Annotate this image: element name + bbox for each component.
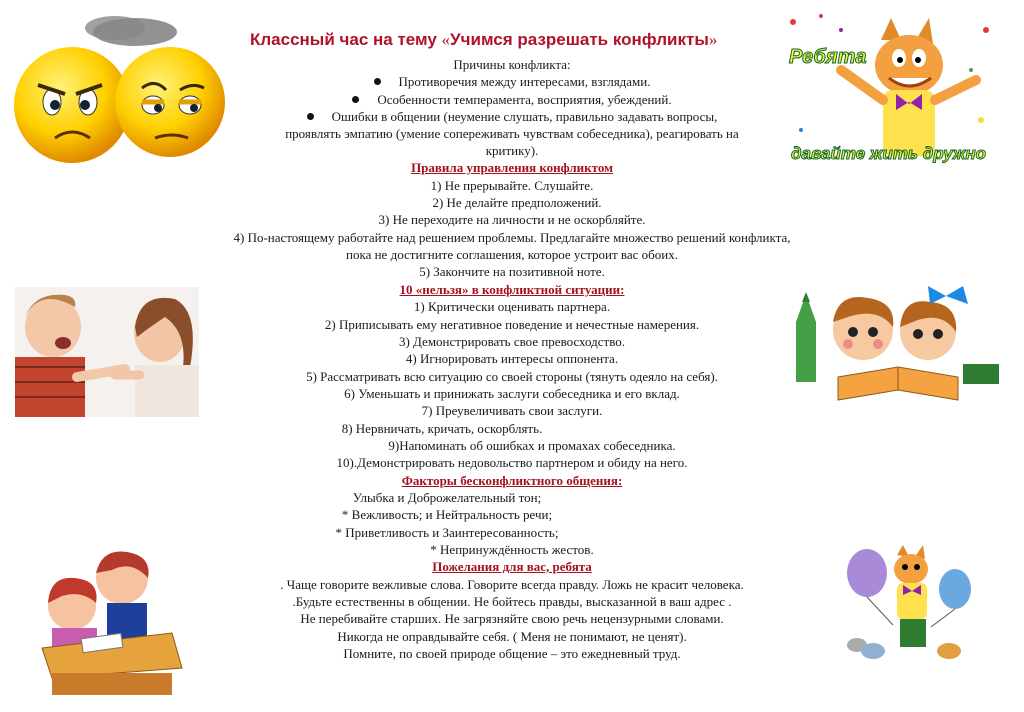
factors-item: * Вежливость; и Нейтральность речи; (341, 507, 553, 522)
factors-item: * Непринуждённость жестов. (430, 542, 594, 557)
bullet-icon (352, 96, 359, 103)
causes-item-1: Противоречия между интересами, взглядами. (0, 73, 1024, 90)
donts-item: 5) Рассматривать всю ситуацию со своей стороны (тянуть одеяло на себя). (306, 369, 718, 384)
rules-item: 2) Не делайте предположений. (432, 195, 602, 210)
cat-banner-illustration (781, 10, 999, 188)
rules-item: пока не достигните соглашения, которое устроит вас обоих. (346, 247, 678, 262)
factors-heading: Факторы бесконфликтного общения: (401, 473, 623, 488)
bullet-icon (374, 78, 381, 85)
donts-heading: 10 «нельзя» в конфликтной ситуации: (399, 282, 625, 297)
page-title: Классный час на тему «Учимся разрешать конфликты» (250, 30, 718, 49)
banner-slogan: давайте жить дружно (791, 144, 987, 163)
donts-item: 3) Демонстрировать свое превосходство. (398, 334, 626, 349)
donts-item: 7) Преувеличивать свои заслуги. (421, 403, 603, 418)
donts-item: 1) Критически оценивать партнера. (413, 299, 611, 314)
rules-item: 1) Не прерывайте. Слушайте. (430, 178, 594, 193)
arguing-children-photo (15, 287, 199, 417)
wishes-item: Помните, по своей природе общение – это ежедневный труд. (343, 646, 681, 661)
wishes-heading: Пожелания для вас, ребята (432, 559, 592, 574)
donts-item: 9)Напоминать об ошибках и промахах собеседника. (388, 438, 676, 453)
causes-label: Причины конфликта: (453, 57, 571, 72)
donts-item: 10).Демонстрировать недовольство партнером и обиду на него. (336, 455, 688, 470)
rules-item: 4) По-настоящему работайте над решением проблемы. Предлагайте множество решений конфликта, (233, 230, 791, 245)
children-at-desk-illustration (22, 548, 192, 696)
bullet-icon (307, 113, 314, 120)
causes-item-3: Ошибки в общении (неумение слушать, правильно задавать вопросы, (0, 108, 1024, 125)
factors-item: * Приветливость и Заинтересованность; (335, 525, 559, 540)
factors-item: Улыбка и Доброжелательный тон; (352, 490, 542, 505)
rules-item: 3) Не переходите на личности и не оскорбляйте. (378, 212, 646, 227)
wishes-item: . Чаще говорите вежливые слова. Говорите всегда правду. Ложь не красит человека. (280, 577, 744, 592)
rules-heading: Правила управления конфликтом (411, 160, 613, 175)
donts-item: 2) Приписывать ему негативное поведение и нечестные намерения. (324, 317, 700, 332)
causes-item-3-cont: проявлять эмпатию (умение сопереживать чувствам собеседника), реагировать на (285, 126, 739, 141)
children-reading-book-illustration (778, 282, 1006, 414)
donts-item: 8) Нервничать, кричать, оскорблять. (341, 421, 543, 436)
donts-item: 6) Уменьшать и принижать заслуги собеседника и его вклад. (344, 386, 680, 401)
wishes-item: Не перебивайте старших. Не загрязняйте свою речь нецензурными словами. (300, 611, 724, 626)
wishes-item: Никогда не оправдывайте себя. ( Меня не понимают, не ценят). (337, 629, 687, 644)
causes-item-3-end: критику). (485, 143, 539, 158)
cat-with-balloons-illustration (845, 545, 973, 665)
wishes-item: .Будьте естественны в общении. Не бойтесь правды, высказанной в ваш адрес . (292, 594, 732, 609)
causes-item-2: Особенности темперамента, восприятия, убеждений. (0, 91, 1024, 108)
rules-item: 5) Закончите на позитивной ноте. (419, 264, 605, 279)
donts-item: 4) Игнорировать интересы оппонента. (405, 351, 619, 366)
angry-emoji-faces-illustration (10, 10, 225, 175)
banner-title: Ребята (789, 46, 867, 68)
